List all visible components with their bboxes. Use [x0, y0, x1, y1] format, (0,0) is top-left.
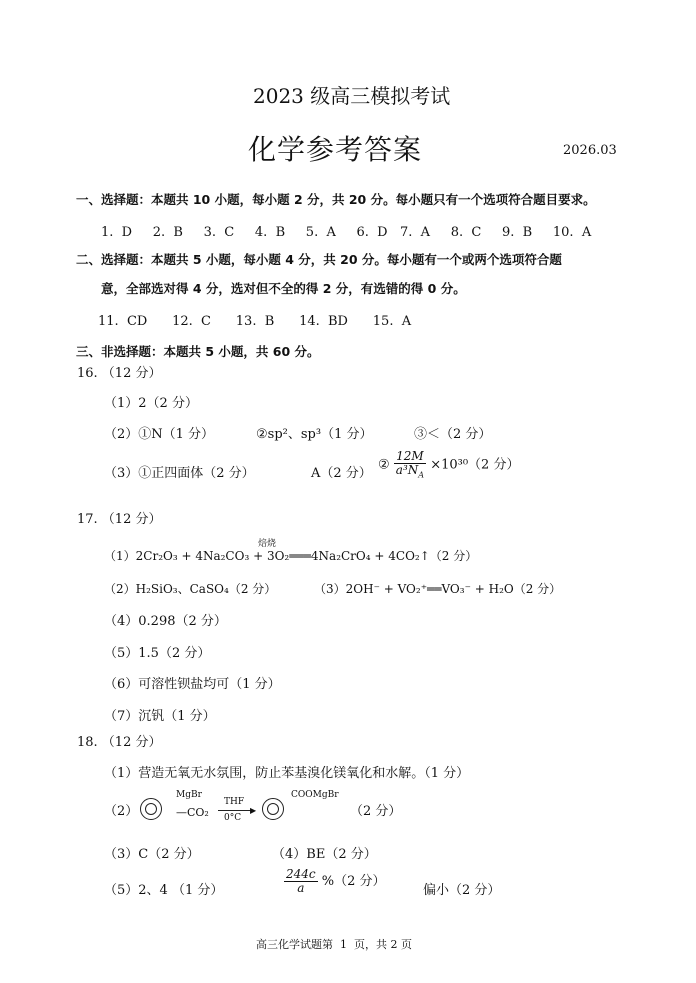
arrow-head-icon: ▶	[250, 806, 257, 815]
q18-reactant-group: MgBr	[176, 790, 202, 800]
q18-line4: （4）BE（2 分）	[272, 847, 377, 862]
q18-fraction	[284, 868, 318, 895]
reaction-arrow	[218, 810, 254, 811]
q18-reagent: —CO₂	[176, 806, 209, 819]
q17-line1: （1）2Cr₂O₃ + 4Na₂CO₃ + 3O₂═══4Na₂CrO₄ + 4CO₂↑（2 分）	[104, 549, 478, 563]
q18-line1: （1）营造无氧无水氛围，防止苯基溴化镁氧化和水解。（1 分）	[104, 766, 470, 781]
exam-date: 2026.03	[563, 143, 617, 158]
q18-line5b-suffix: %（2 分）	[321, 874, 386, 890]
q16-line3b: A（2 分）	[311, 466, 372, 481]
q17-line4: （4）0.298（2 分）	[104, 614, 227, 629]
q18-line2-score: （2 分）	[350, 804, 402, 819]
part2-answers: 11. CD 12. C 13. B 14. BD 15. A	[98, 314, 412, 329]
q16-line3c-prefix: ②	[378, 457, 390, 473]
q16-line3c-suffix: ×10³⁰（2 分）	[430, 457, 520, 473]
q16-fraction-den	[394, 464, 426, 480]
q17-line6: （6）可溶性钡盐均可（1 分）	[104, 677, 281, 692]
q16-fraction	[394, 450, 426, 480]
q18-line3: （3）C（2 分）	[104, 847, 200, 862]
q17-line2a: （2）H₂SiO₃、CaSO₄（2 分）	[104, 582, 277, 596]
q16-fraction-den-sub: A	[418, 470, 425, 480]
q17-line2b: （3）2OH⁻ + VO₂⁺══VO₃⁻ + H₂O（2 分）	[314, 582, 562, 596]
q16-line2b: ②sp²、sp³（1 分）	[256, 427, 373, 442]
part3-heading: 三、非选择题：本题共 5 小题，共 60 分。	[76, 344, 320, 359]
benzene-ring-icon	[140, 798, 162, 820]
page-title: 化学参考答案	[248, 133, 423, 166]
q16-fraction-den-main: a³N	[395, 463, 419, 478]
q18-cond-bottom: 0°C	[224, 813, 242, 823]
q18-cond-top: THF	[224, 797, 245, 807]
q16-line3a: （3）①正四面体（2 分）	[104, 466, 255, 481]
page-footer: 高三化学试题第 1 页，共 2 页	[256, 938, 412, 951]
q16-line3c	[378, 450, 519, 480]
part2-heading-line1: 二、选择题：本题共 5 小题，每小题 4 分，共 20 分。每小题有一个或两个选项符合题	[76, 252, 562, 267]
exam-title: 2023 级高三模拟考试	[253, 84, 451, 108]
q17-condition-roast: 焙烧	[258, 539, 277, 549]
q16-label: 16. （12 分）	[77, 366, 162, 381]
q16-line1: （1）2（2 分）	[104, 396, 198, 411]
q16-line2c: ③＜（2 分）	[414, 427, 492, 442]
q16-fraction-num: 12M	[394, 450, 426, 464]
part2-heading-line2: 意，全部选对得 4 分，选对但不全的得 2 分，有选错的得 0 分。	[101, 281, 466, 296]
q17-label: 17. （12 分）	[77, 512, 162, 527]
benzene-ring-product-icon	[262, 798, 284, 820]
q17-line5: （5）1.5（2 分）	[104, 646, 211, 661]
q18-line5c: 偏小（2 分）	[423, 883, 501, 898]
q18-label: 18. （12 分）	[77, 735, 162, 750]
q18-line2-prefix: （2）	[104, 804, 139, 819]
q18-fraction-den: a	[297, 881, 305, 896]
q18-fraction-num: 244c	[286, 867, 316, 881]
q18-line5b	[284, 868, 386, 895]
q16-line2a: （2）①N（1 分）	[104, 427, 215, 442]
q17-line7: （7）沉钒（1 分）	[104, 709, 216, 724]
part1-heading: 一、选择题：本题共 10 小题，每小题 2 分，共 20 分。每小题只有一个选项符合题目要求。	[76, 192, 596, 207]
q18-line5a: （5）2、4 （1 分）	[104, 883, 224, 898]
part1-answers: 1. D 2. B 3. C 4. B 5. A 6. D 7. A 8. C 9. B 10. A	[101, 225, 592, 240]
q18-product-group: COOMgBr	[291, 790, 339, 800]
